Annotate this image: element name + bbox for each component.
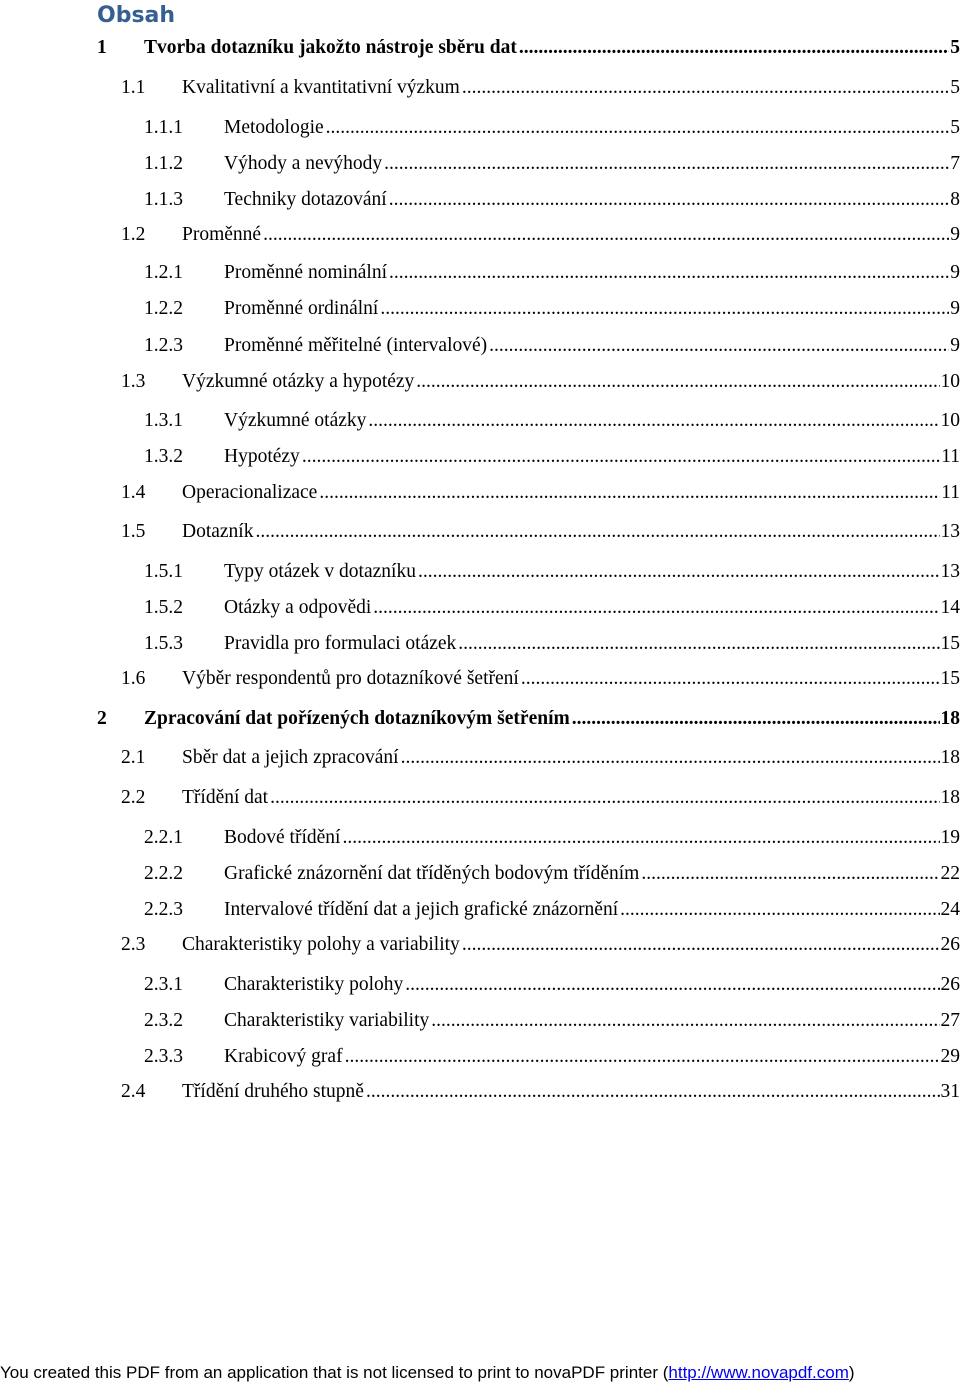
toc-entry-number: 1.1.1 (144, 117, 183, 138)
toc-entry-title: Bodové třídění (224, 827, 341, 848)
toc-dot-leader (270, 785, 939, 811)
toc-entry-number: 1 (97, 37, 107, 58)
license-footer (0, 1362, 960, 1384)
toc-entry-title: Proměnné ordinální (224, 298, 379, 319)
toc-entry-number: 2.1 (121, 747, 146, 768)
toc-entry-title: Výzkumné otázky (224, 410, 367, 431)
toc-entry[interactable] (121, 666, 960, 692)
toc-entry[interactable] (121, 75, 960, 101)
toc-entry-number: 1.5.1 (144, 561, 183, 582)
toc-entry-title: Kvalitativní a kvantitativní výzkum (182, 77, 460, 98)
toc-entry[interactable] (144, 1044, 960, 1070)
toc-dot-leader (345, 1044, 940, 1070)
toc-entry[interactable] (144, 897, 960, 923)
toc-entry-title: Proměnné nominální (224, 262, 388, 283)
toc-entry-number: 2.3.1 (144, 974, 183, 995)
toc-entry[interactable] (144, 972, 960, 998)
toc-entry-page-number: 15 (940, 633, 960, 654)
toc-entry-page-number: 31 (940, 1081, 960, 1102)
toc-entry-page-number: 18 (940, 708, 960, 729)
toc-dot-leader (519, 35, 949, 61)
toc-dot-leader (368, 408, 939, 434)
toc-dot-leader (389, 260, 949, 286)
toc-dot-leader (380, 296, 949, 322)
toc-entry-page-number: 14 (940, 597, 960, 618)
toc-entry-page-number: 9 (950, 298, 960, 319)
toc-dot-leader (572, 706, 940, 732)
toc-entry-page-number: 10 (940, 410, 960, 431)
toc-entry[interactable] (144, 825, 960, 851)
toc-heading: Obsah (97, 3, 176, 28)
toc-entry-title: Operacionalizace (182, 482, 318, 503)
toc-entry-page-number: 15 (940, 668, 960, 689)
toc-entry-page-number: 18 (940, 787, 960, 808)
toc-dot-leader (319, 480, 940, 506)
toc-entry-number: 2.4 (121, 1081, 146, 1102)
toc-entry-title: Výběr respondentů pro dotazníkové šetření (182, 668, 519, 689)
toc-dot-leader (326, 115, 950, 141)
toc-dot-leader (389, 187, 950, 213)
toc-entry-page-number: 26 (940, 934, 960, 955)
toc-entry-title: Zpracování dat pořízených dotazníkovým šetřením (144, 708, 570, 729)
toc-entry-title: Proměnné (182, 224, 262, 245)
toc-entry-number: 2.2.1 (144, 827, 183, 848)
toc-dot-leader (641, 861, 939, 887)
toc-entry-number: 2.2 (121, 787, 146, 808)
toc-entry-number: 1.5.2 (144, 597, 183, 618)
toc-entry[interactable] (121, 222, 960, 248)
toc-entry[interactable] (144, 151, 960, 177)
toc-dot-leader (401, 745, 940, 771)
toc-entry-number: 1.6 (121, 668, 146, 689)
toc-entry[interactable] (144, 595, 960, 621)
toc-entry-number: 1.5 (121, 521, 146, 542)
toc-entry-title: Pravidla pro formulaci otázek (224, 633, 457, 654)
toc-entry-title: Dotazník (182, 521, 254, 542)
toc-entry-title: Intervalové třídění dat a jejich grafické znázornění (224, 899, 619, 920)
toc-entry-title: Metodologie (224, 117, 324, 138)
toc-entry-page-number: 13 (940, 521, 960, 542)
toc-entry-page-number: 18 (940, 747, 960, 768)
toc-entry-page-number: 22 (940, 863, 960, 884)
toc-entry[interactable] (144, 861, 960, 887)
toc-entry[interactable] (144, 296, 960, 322)
toc-entry-page-number: 5 (950, 77, 960, 98)
toc-entry-page-number: 9 (950, 262, 960, 283)
toc-entry-number: 1.3.1 (144, 410, 183, 431)
toc-entry[interactable] (97, 706, 960, 732)
toc-entry-page-number: 9 (950, 335, 960, 356)
toc-dot-leader (431, 1008, 939, 1034)
toc-entry[interactable] (121, 932, 960, 958)
toc-dot-leader (462, 75, 949, 101)
toc-entry-number: 1.1 (121, 77, 146, 98)
toc-entry-page-number: 11 (941, 446, 960, 467)
toc-entry-page-number: 5 (950, 117, 960, 138)
toc-entry[interactable] (144, 559, 960, 585)
toc-entry[interactable] (144, 333, 960, 359)
toc-entry-number: 2.3 (121, 934, 146, 955)
toc-entry-title: Grafické znázornění dat tříděných bodovým tříděním (224, 863, 640, 884)
toc-entry-number: 1.2.3 (144, 335, 183, 356)
toc-dot-leader (373, 595, 939, 621)
toc-entry[interactable] (144, 260, 960, 286)
toc-entry-title: Krabicový graf (224, 1046, 343, 1067)
toc-entry-number: 2.3.2 (144, 1010, 183, 1031)
toc-entry-title: Charakteristiky polohy a variability (182, 934, 460, 955)
toc-entry-number: 1.4 (121, 482, 146, 503)
toc-dot-leader (489, 333, 949, 359)
toc-entry[interactable] (121, 480, 960, 506)
toc-dot-leader (458, 631, 939, 657)
toc-entry-number: 1.2 (121, 224, 146, 245)
toc-entry[interactable] (121, 745, 960, 771)
toc-entry[interactable] (121, 369, 960, 395)
toc-entry-page-number: 13 (940, 561, 960, 582)
toc-entry-number: 1.3 (121, 371, 146, 392)
toc-entry-title: Charakteristiky variability (224, 1010, 430, 1031)
footer-text-end: ) (848, 1363, 855, 1382)
toc-dot-leader (416, 369, 939, 395)
toc-entry[interactable] (144, 1008, 960, 1034)
toc-entry-title: Hypotézy (224, 446, 300, 467)
toc-entry-number: 1.2.2 (144, 298, 183, 319)
toc-dot-leader (342, 825, 939, 851)
toc-entry[interactable] (144, 444, 960, 470)
toc-entry-title: Sběr dat a jejich zpracování (182, 747, 399, 768)
toc-entry-title: Typy otázek v dotazníku (224, 561, 416, 582)
toc-dot-leader (384, 151, 949, 177)
toc-dot-leader (462, 932, 940, 958)
toc-entry[interactable] (97, 35, 960, 61)
footer-link[interactable]: http://www.novapdf.com (668, 1363, 849, 1382)
toc-dot-leader (366, 1079, 940, 1105)
toc-entry-number: 2.2.3 (144, 899, 183, 920)
toc-entry-title: Výzkumné otázky a hypotézy (182, 371, 415, 392)
toc-entry[interactable] (144, 187, 960, 213)
toc-entry-page-number: 7 (950, 153, 960, 174)
toc-dot-leader (521, 666, 940, 692)
toc-entry[interactable] (144, 631, 960, 657)
toc-entry[interactable] (121, 785, 960, 811)
toc-entry-number: 2 (97, 708, 107, 729)
toc-entry-title: Charakteristiky polohy (224, 974, 404, 995)
toc-entry-page-number: 27 (940, 1010, 960, 1031)
toc-entry-title: Otázky a odpovědi (224, 597, 372, 618)
toc-entry-page-number: 5 (950, 37, 960, 58)
toc-entry-page-number: 29 (940, 1046, 960, 1067)
toc-entry-number: 1.1.2 (144, 153, 183, 174)
toc-entry-page-number: 26 (940, 974, 960, 995)
toc-entry-title: Proměnné měřitelné (intervalové) (224, 335, 488, 356)
toc-entry[interactable] (144, 408, 960, 434)
toc-entry-number: 1.3.2 (144, 446, 183, 467)
toc-dot-leader (405, 972, 939, 998)
toc-entry-number: 1.5.3 (144, 633, 183, 654)
toc-entry-title: Výhody a nevýhody (224, 153, 383, 174)
toc-entry-page-number: 10 (940, 371, 960, 392)
toc-entry-number: 1.1.3 (144, 189, 183, 210)
toc-entry[interactable] (121, 519, 960, 545)
toc-dot-leader (302, 444, 940, 470)
toc-dot-leader (418, 559, 940, 585)
toc-entry-page-number: 24 (940, 899, 960, 920)
toc-entry-number: 2.3.3 (144, 1046, 183, 1067)
toc-entry[interactable] (144, 115, 960, 141)
toc-entry-page-number: 11 (941, 482, 960, 503)
toc-dot-leader (263, 222, 949, 248)
toc-entry-page-number: 9 (950, 224, 960, 245)
toc-entry-title: Techniky dotazování (224, 189, 387, 210)
toc-dot-leader (620, 897, 939, 923)
toc-entry-page-number: 19 (940, 827, 960, 848)
footer-text: You created this PDF from an application that is not licensed to print to novaPDF printer ( (0, 1363, 669, 1382)
toc-entry-title: Tvorba dotazníku jakožto nástroje sběru dat (144, 37, 517, 58)
toc-entry-number: 1.2.1 (144, 262, 183, 283)
toc-entry-number: 2.2.2 (144, 863, 183, 884)
toc-entry-title: Třídění druhého stupně (182, 1081, 364, 1102)
toc-entry-page-number: 8 (950, 189, 960, 210)
toc-entry-title: Třídění dat (182, 787, 269, 808)
toc-entry[interactable] (121, 1079, 960, 1105)
toc-dot-leader (255, 519, 939, 545)
